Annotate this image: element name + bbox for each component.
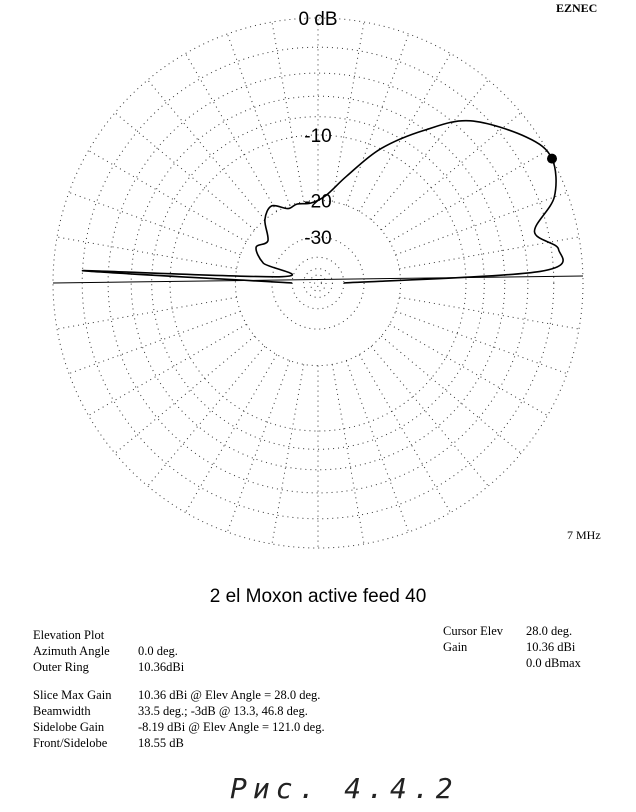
grid-spoke bbox=[390, 151, 548, 242]
grid-spoke bbox=[115, 336, 255, 453]
grid-spoke bbox=[359, 355, 450, 513]
outer-ring-value: 10.36dBi bbox=[138, 660, 185, 674]
grid-spoke bbox=[359, 54, 450, 212]
grid-spoke bbox=[69, 311, 240, 373]
grid-spoke bbox=[89, 151, 247, 242]
grid-ring bbox=[315, 280, 322, 287]
info-right-labels bbox=[443, 623, 503, 655]
ring-label-minus-20: -20 bbox=[304, 191, 332, 213]
grid-ring bbox=[235, 200, 400, 365]
beamwidth-value: 33.5 deg.; -3dB @ 13.3, 46.8 deg. bbox=[138, 704, 308, 718]
stats-labels bbox=[33, 687, 111, 751]
cursor-elev-label: Cursor Elev bbox=[443, 624, 504, 638]
grid-spoke bbox=[346, 34, 408, 205]
azimuth-value: 0.0 deg. bbox=[138, 644, 178, 658]
ring-label-0db: 0 dB bbox=[298, 9, 338, 30]
grid-spoke bbox=[115, 113, 255, 230]
grid-ring bbox=[152, 117, 485, 450]
horizon-line bbox=[53, 276, 583, 283]
gain-dbmax-value: 0.0 dBmax bbox=[526, 656, 581, 670]
grid-spoke bbox=[371, 80, 488, 220]
grid-spoke bbox=[148, 80, 265, 220]
grid-spoke bbox=[332, 364, 364, 544]
outer-ring-label: Outer Ring bbox=[33, 660, 89, 674]
grid-spoke bbox=[186, 54, 277, 212]
stats-values bbox=[138, 687, 325, 751]
grid-ring bbox=[292, 257, 344, 309]
grid-spoke bbox=[396, 192, 567, 254]
info-left-labels bbox=[33, 627, 110, 675]
plot-type-label: Elevation Plot bbox=[33, 628, 105, 642]
cursor-marker[interactable] bbox=[547, 154, 557, 164]
grid-ring bbox=[310, 275, 326, 291]
ring-label-minus-30: -30 bbox=[304, 227, 332, 249]
slice-max-gain-label: Slice Max Gain bbox=[33, 688, 112, 702]
ring-label-minus-10: -10 bbox=[304, 126, 332, 147]
grid-spoke bbox=[227, 361, 289, 532]
grid-spoke bbox=[227, 34, 289, 205]
info-left-values bbox=[138, 643, 184, 675]
grid-spoke bbox=[381, 113, 521, 230]
sidelobe-gain-value: -8.19 dBi @ Elev Angle = 121.0 deg. bbox=[138, 720, 325, 734]
grid-spoke bbox=[390, 324, 548, 415]
slice-max-gain-value: 10.36 dBi @ Elev Angle = 28.0 deg. bbox=[138, 688, 321, 702]
grid-spoke bbox=[346, 361, 408, 532]
grid-ring bbox=[304, 269, 333, 298]
grid-ring bbox=[53, 18, 583, 548]
handwritten-caption: Рис. 4.4.2 bbox=[230, 772, 459, 805]
sidelobe-gain-label: Sidelobe Gain bbox=[33, 720, 105, 734]
chart-title: 2 el Moxon active feed 40 bbox=[209, 586, 427, 607]
grid-ring bbox=[82, 47, 554, 519]
gain-label: Gain bbox=[443, 640, 468, 654]
frequency-label: 7 MHz bbox=[567, 528, 601, 542]
grid-spoke bbox=[148, 346, 265, 486]
azimuth-label: Azimuth Angle bbox=[33, 644, 110, 658]
cursor-elev-value: 28.0 deg. bbox=[526, 624, 573, 638]
brand-label: EZNEC bbox=[556, 1, 598, 15]
grid-spoke bbox=[69, 192, 240, 254]
grid-spoke bbox=[396, 311, 567, 373]
info-right-values bbox=[526, 623, 581, 671]
grid-spoke bbox=[371, 346, 488, 486]
grid-spoke bbox=[381, 336, 521, 453]
polar-grid bbox=[53, 18, 583, 548]
front-sidelobe-label: Front/Sidelobe bbox=[33, 736, 108, 750]
gain-value: 10.36 dBi bbox=[526, 640, 576, 654]
beamwidth-label: Beamwidth bbox=[33, 704, 91, 718]
grid-ring bbox=[131, 96, 505, 470]
grid-spoke bbox=[186, 355, 277, 513]
front-sidelobe-value: 18.55 dB bbox=[138, 736, 184, 750]
grid-spoke bbox=[89, 324, 247, 415]
